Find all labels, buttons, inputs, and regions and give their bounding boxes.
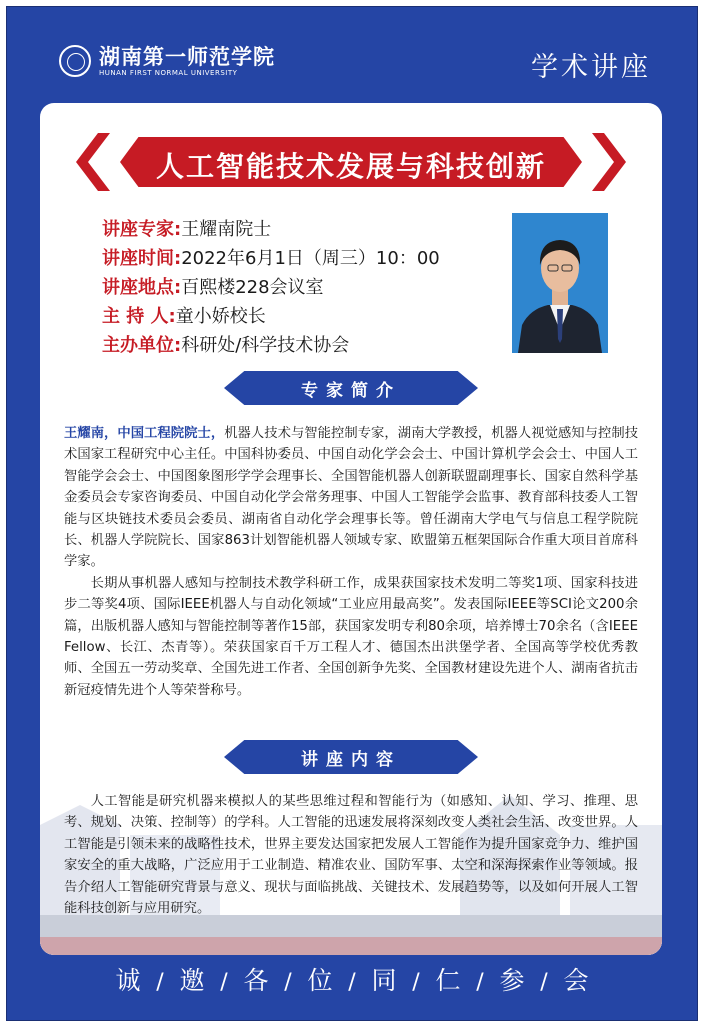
poster xyxy=(6,6,698,1021)
school-name-en: HUNAN FIRST NORMAL UNIVERSITY xyxy=(99,69,238,77)
footer-separator: / xyxy=(348,970,356,995)
footer-char: 同 xyxy=(371,966,397,995)
lecture-content-p1: 人工智能是研究机器来模拟人的某些思维过程和智能行为（如感知、认知、学习、推理、思考、规划、决策、控制等）的学科。人工智能的迅速发展将深刻改变人类社会生活、改变世界。人工智能是引领未来的战略性技术，世界主要发达国家把发展人工智能作为提升国家竞争力、维护国家安全的重大战略，广泛应用于工业制造、精准农业、国防军事、太空和深海探索作业等领域。报告介绍人工智能研究背景与意义、现状与面临挑战、关键技术、发展趋势等，以及如何开展人工智能科技创新与应用研究。 xyxy=(64,794,638,917)
footer-char: 参 xyxy=(499,966,525,995)
section-head-expert xyxy=(40,369,662,409)
expert-bio xyxy=(64,423,638,701)
info-row-expert: 讲座专家:王耀南院士 xyxy=(102,215,502,244)
footer-separator: / xyxy=(540,970,548,995)
chevron-right-icon xyxy=(592,133,626,191)
lecture-content xyxy=(64,791,638,919)
footer-char: 位 xyxy=(307,966,333,995)
school-seal-icon xyxy=(59,45,91,77)
event-type-tag: 学术讲座 xyxy=(531,52,651,83)
info-label: 主办单位 xyxy=(102,335,174,356)
info-label: 讲座专家 xyxy=(102,219,174,240)
invitation-footer xyxy=(7,961,697,1011)
expert-lead: 王耀南，中国工程院院士， xyxy=(64,426,225,441)
footer-char: 仁 xyxy=(435,966,461,995)
footer-separator: / xyxy=(156,970,164,995)
footer-char: 诚 xyxy=(115,966,141,995)
info-label: 主 持 人 xyxy=(102,306,169,327)
info-value: 童小娇校长 xyxy=(175,306,266,327)
footer-char: 各 xyxy=(243,966,269,995)
info-value: 2022年6月1日（周三）10：00 xyxy=(181,248,440,269)
lecture-info xyxy=(102,215,502,360)
expert-bio-p2: 长期从事机器人感知与控制技术教学科研工作，成果获国家技术发明二等奖1项、国家科技进步二等奖4项、国际IEEE机器人与自动化领域“工业应用最高奖”。发表国际IEEE等SCI论文200余篇，出版机器人感知与智能控制等著作15部，获国家发明专利80余项，培养博士70余名（含IEEE Fellow、长江、杰青等）。荣获国家百千万工程人才、德国杰出洪堡学者、全国高等学校优秀教师、全国五一劳动奖章、全国先进工作者、全国创新争先奖、全国教材建设先进个人、湖南省抗击新冠疫情先进个人等荣誉称号。 xyxy=(64,575,638,698)
info-label: 讲座地点 xyxy=(102,277,174,298)
info-value: 科研处/科学技术协会 xyxy=(181,335,350,356)
info-row-organizer: 主办单位:科研处/科学技术协会 xyxy=(102,331,502,360)
lecture-title: 人工智能技术发展与科技创新 xyxy=(155,150,546,183)
info-label: 讲座时间 xyxy=(102,248,174,269)
section-heading: 专家简介 xyxy=(301,381,401,401)
footer-separator: / xyxy=(284,970,292,995)
school-name-cn: 湖南第一师范学院 xyxy=(99,45,275,69)
footer-separator: / xyxy=(412,970,420,995)
info-value: 百熙楼228会议室 xyxy=(181,277,324,298)
footer-separator: / xyxy=(476,970,484,995)
info-row-host: 主 持 人:童小娇校长 xyxy=(102,302,502,331)
info-row-location: 讲座地点:百熙楼228会议室 xyxy=(102,273,502,302)
header xyxy=(7,7,697,109)
footer-separator: / xyxy=(220,970,228,995)
info-row-time: 讲座时间:2022年6月1日（周三）10：00 xyxy=(102,244,502,273)
section-heading: 讲座内容 xyxy=(301,750,401,770)
footer-char: 邀 xyxy=(179,966,205,995)
info-value: 王耀南院士 xyxy=(181,219,272,240)
speaker-portrait xyxy=(512,213,608,353)
section-head-content xyxy=(40,738,662,778)
content-card xyxy=(40,103,662,955)
footer-char: 会 xyxy=(563,966,589,995)
expert-bio-p1: 机器人技术与智能控制专家，湖南大学教授，机器人视觉感知与控制技术国家工程研究中心主任。中国科协委员、中国自动化学会会士、中国计算机学会会士、中国人工智能学会会士、中国图象图形学学会理事长、全国智能机器人创新联盟副理事长、国家自然科学基金委员会专家咨询委员、中国自动化学会常务理事、中国人工智能学会监事、教育部科技委人工智能与区块链技术委员会委员、湖南省自动化学会理事长等。曾任湖南大学电气与信息工程学院院长、机器人学院院长、国家863计划智能机器人领域专家、欧盟第五框架国际合作重大项目首席科学家。 xyxy=(64,426,639,570)
title-banner xyxy=(40,133,662,191)
